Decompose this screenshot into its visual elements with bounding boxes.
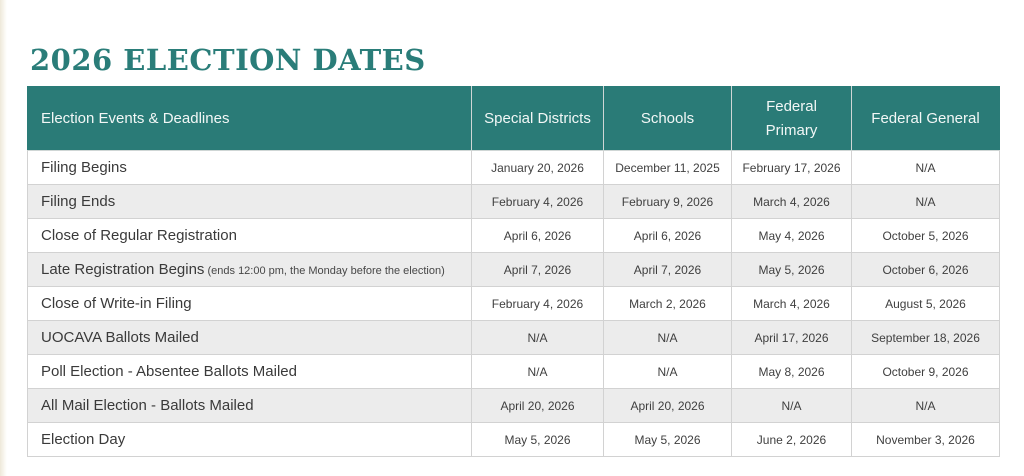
date-cell: April 17, 2026 xyxy=(732,321,852,355)
date-cell: N/A xyxy=(852,389,1000,423)
date-cell: March 4, 2026 xyxy=(732,287,852,321)
date-cell: May 8, 2026 xyxy=(732,355,852,389)
date-cell: December 11, 2025 xyxy=(604,151,732,185)
date-cell: June 2, 2026 xyxy=(732,423,852,457)
date-cell: March 2, 2026 xyxy=(604,287,732,321)
event-label: Close of Regular Registration xyxy=(28,219,472,253)
event-label: Election Day xyxy=(28,423,472,457)
table-row xyxy=(28,389,1000,423)
event-label: UOCAVA Ballots Mailed xyxy=(28,321,472,355)
date-cell: May 5, 2026 xyxy=(732,253,852,287)
date-cell: N/A xyxy=(604,355,732,389)
table-row xyxy=(28,253,1000,287)
date-cell: April 7, 2026 xyxy=(472,253,604,287)
event-note: (ends 12:00 pm, the Monday before the election) xyxy=(204,265,445,277)
date-cell: April 20, 2026 xyxy=(472,389,604,423)
date-cell: January 20, 2026 xyxy=(472,151,604,185)
table-row xyxy=(28,355,1000,389)
table-row xyxy=(28,151,1000,185)
date-cell: October 5, 2026 xyxy=(852,219,1000,253)
event-label: Poll Election - Absentee Ballots Mailed xyxy=(28,355,472,389)
date-cell: May 5, 2026 xyxy=(604,423,732,457)
event-label: Filing Ends xyxy=(28,185,472,219)
event-label: Filing Begins xyxy=(28,151,472,185)
table-row xyxy=(28,219,1000,253)
date-cell: October 6, 2026 xyxy=(852,253,1000,287)
date-cell: February 4, 2026 xyxy=(472,287,604,321)
election-dates-table xyxy=(27,86,1000,457)
date-cell: November 3, 2026 xyxy=(852,423,1000,457)
header-election-events: Election Events & Deadlines xyxy=(28,87,472,151)
date-cell: N/A xyxy=(852,151,1000,185)
table-row xyxy=(28,287,1000,321)
date-cell: May 5, 2026 xyxy=(472,423,604,457)
date-cell: September 18, 2026 xyxy=(852,321,1000,355)
date-cell: August 5, 2026 xyxy=(852,287,1000,321)
table-row xyxy=(28,321,1000,355)
event-label: Close of Write-in Filing xyxy=(28,287,472,321)
date-cell: N/A xyxy=(732,389,852,423)
date-cell: N/A xyxy=(852,185,1000,219)
date-cell: N/A xyxy=(472,355,604,389)
page-edge-decoration xyxy=(0,0,7,476)
date-cell: April 6, 2026 xyxy=(604,219,732,253)
date-cell: March 4, 2026 xyxy=(732,185,852,219)
date-cell: February 9, 2026 xyxy=(604,185,732,219)
table-row xyxy=(28,185,1000,219)
header-special-districts: Special Districts xyxy=(472,87,604,151)
date-cell: October 9, 2026 xyxy=(852,355,1000,389)
header-federal-general: Federal General xyxy=(852,87,1000,151)
date-cell: N/A xyxy=(604,321,732,355)
date-cell: April 7, 2026 xyxy=(604,253,732,287)
table-row xyxy=(28,423,1000,457)
date-cell: February 4, 2026 xyxy=(472,185,604,219)
page-title: 2026 ELECTION DATES xyxy=(30,43,426,78)
header-schools: Schools xyxy=(604,87,732,151)
event-label: All Mail Election - Ballots Mailed xyxy=(28,389,472,423)
event-label: Late Registration Begins (ends 12:00 pm, the Monday before the election) xyxy=(28,253,472,287)
date-cell: February 17, 2026 xyxy=(732,151,852,185)
header-federal-primary: Federal Primary xyxy=(732,87,852,151)
date-cell: April 6, 2026 xyxy=(472,219,604,253)
date-cell: N/A xyxy=(472,321,604,355)
date-cell: May 4, 2026 xyxy=(732,219,852,253)
date-cell: April 20, 2026 xyxy=(604,389,732,423)
table-header-row xyxy=(28,87,1000,151)
